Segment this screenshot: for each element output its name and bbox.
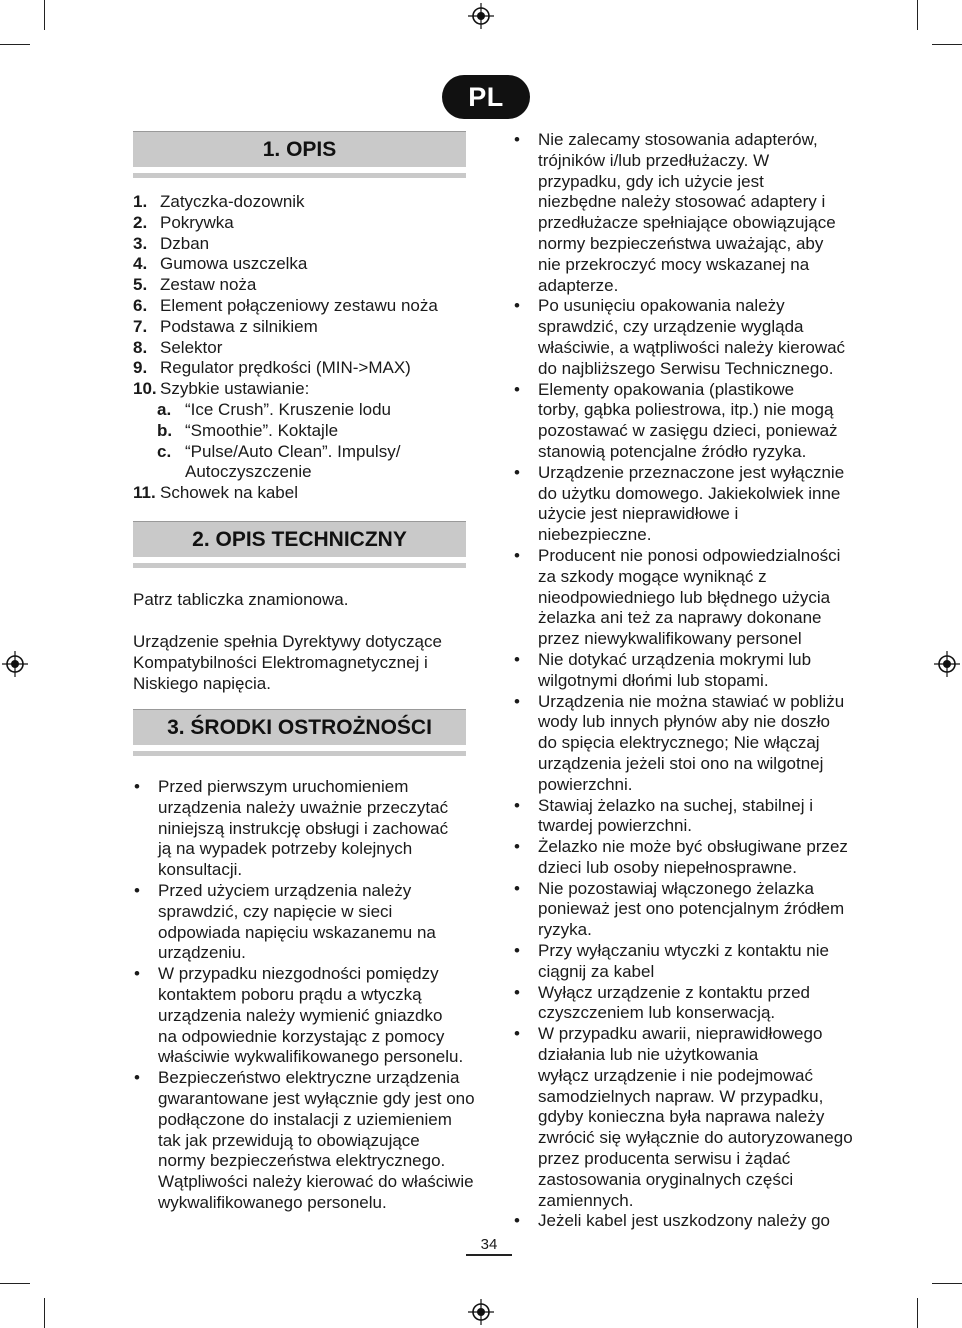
bullet-item [130,777,475,881]
bullet-icon: • [514,691,520,711]
bullet-item [510,796,855,838]
list-item [133,296,438,317]
bullet-icon: • [134,964,140,984]
list-item-number: a. [157,399,172,419]
list-item-number: 8. [133,337,148,357]
bullet-item [130,964,475,1068]
list-item-number: 4. [133,254,148,274]
bullet-item [510,130,855,296]
list-item [133,400,438,421]
section-title: 1. OPIS [133,131,466,167]
bullet-item [510,463,855,546]
list-item-number: 11. [133,483,156,503]
list-item-number: 3. [133,233,148,253]
list-item-label: Zatyczka-dozownik [160,192,305,211]
tech-paragraph-2: Urządzenie spełnia Dyrektywy dotyczące Kompatybilności Elektromagnetycznej i Niskiego napięcia. [133,632,442,693]
list-item [133,213,438,234]
list-item-number: 9. [133,358,148,378]
bullet-text: Bezpieczeństwo elektryczne urządzenia gwarantowane jest wyłącznie gdy jest ono podłączone do instalacji z uziemieniem tak jak przewidują to obowiązujące normy bezpieczeństwa elektrycznego. Wątpliwości należy kierować do właściwie wykwalifikowanego personelu. [158,1068,475,1212]
list-item-label: Schowek na kabel [160,483,298,503]
section-title: 3. ŚRODKI OSTROŻNOŚCI [133,709,466,745]
crop-mark [0,1283,30,1284]
bullet-text: Producent nie ponosi odpowiedzialności za szkody mogące wyniknąć z nieodpowiedniego lub błędnego użycia żelazka ani też za naprawy dokonane przez niewykwalifikowany personel [538,545,841,649]
crop-mark [917,0,918,30]
bullet-text: Przy wyłączaniu wtyczki z kontaktu nie ciągnij za kabel [538,941,829,981]
bullet-text: Jeżeli kabel jest uszkodzony należy go [538,1211,830,1231]
bullet-item [130,881,475,964]
bullet-item [510,692,855,796]
list-item-label: Pokrywka [160,212,234,232]
list-item [133,338,438,359]
bullet-text: Nie zalecamy stosowania adapterów, trójników i/lub przedłużaczy. W przypadku, gdy ich użycie jest niezbędne należy stosować adaptery i przedłużacze spełniające obowiązujące normy bezpieczeństwa uważając, aby nie przekroczyć mocy wskazanej na adapterze. [538,130,836,295]
bullet-item [130,1068,475,1214]
list-item [133,442,438,463]
section-underline [133,173,466,178]
list-item [133,234,438,255]
list-item-number: c. [157,441,172,461]
bullet-text: W przypadku awarii, nieprawidłowego działania lub nie użytkowania wyłącz urządzenie i nie podejmować samodzielnych napraw. W przypadku, gdyby konieczna była naprawa należy zwrócić się wyłącznie do autoryzowanego przez producenta serwisu i żądać zastosowania oryginalnych części zamiennych. [538,1024,853,1210]
bullet-text: Urządzenia nie można stawiać w pobliżu wody lub innych płynów aby nie doszło do spięcia elektrycznego; Nie włączaj urządzenia jeżeli stoi ono na wilgotnej powierzchni. [538,691,845,794]
list-item-label: Gumowa uszczelka [160,254,308,274]
list-item-number: 7. [133,316,148,336]
list-item-label: Dzban [160,233,210,253]
crop-mark [917,1298,918,1328]
bullet-icon: • [514,837,520,857]
list-item-number: 5. [133,275,148,295]
parts-list [133,192,438,504]
bullet-icon: • [514,130,520,149]
bullet-icon: • [514,296,520,316]
bullet-item [510,380,855,463]
list-item-number: b. [157,420,173,440]
list-item [133,358,438,379]
section-header-safety [133,709,466,756]
bullet-text: Stawiaj żelazko na suchej, stabilnej i twardej powierzchni. [538,795,813,836]
registration-mark-icon [467,1298,495,1326]
crop-mark [0,44,30,45]
bullet-icon: • [514,379,520,399]
list-item-label: Szybkie ustawianie: [160,379,310,399]
section-header-tech [133,521,466,568]
list-item-label: “Smoothie”. Koktajle [185,420,339,440]
list-item-label: Element połączeniowy zestawu noża [160,295,438,315]
tech-paragraph-1: Patrz tabliczka znamionowa. [133,590,349,609]
list-item-label: “Ice Crush”. Kruszenie lodu [185,399,391,419]
language-badge: PL [442,75,530,119]
list-item-label: Regulator prędkości (MIN->MAX) [160,358,411,378]
bullet-icon: • [134,777,140,796]
list-item-number [157,462,185,483]
bullet-icon: • [514,545,520,565]
bullet-icon: • [514,795,520,815]
list-item-number: 6. [133,295,148,315]
list-item [133,192,438,213]
list-item-number: 2. [133,212,148,232]
page-number: 34 [466,1236,512,1256]
list-item-label: Selektor [160,337,223,357]
registration-mark-icon [467,2,495,30]
bullet-icon: • [514,941,520,961]
list-item [133,421,438,442]
list-item [133,254,438,275]
registration-mark-icon [1,650,29,678]
bullet-text: Urządzenie przeznaczone jest wyłącznie do użytku domowego. Jakiekolwiek inne użycie jest nieprawidłowe i niebezpieczne. [538,462,845,545]
list-item-label: Podstawa z silnikiem [160,316,318,336]
list-item [133,462,438,483]
list-item [133,275,438,296]
bullet-icon: • [134,880,140,900]
bullet-item [510,546,855,650]
list-item-label: Zestaw noża [160,275,257,295]
crop-mark [932,1283,962,1284]
bullet-text: Po usunięciu opakowania należy sprawdzić, czy urządzenie wygląda właściwie, a wątpliwości należy kierować do najbliższego Serwisu Technicznego. [538,296,846,378]
section-underline [133,563,466,568]
bullet-item [510,879,855,941]
crop-mark [44,1298,45,1328]
bullet-icon: • [514,878,520,898]
bullet-item [510,837,855,879]
list-item-label: Autoczyszczenie [185,462,312,482]
bullet-text: Elementy opakowania (plastikowe torby, gąbka poliestrowa, itp.) nie mogą pozostawać w zasięgu dzieci, ponieważ stanowią potencjalne źródło ryzyka. [538,379,838,461]
safety-list-right [510,130,855,1232]
bullet-item [510,941,855,983]
bullet-item [510,650,855,692]
crop-mark [44,0,45,30]
list-item [133,317,438,338]
section-header-opis [133,131,466,178]
bullet-text: Nie dotykać urządzenia mokrymi lub wilgotnymi dłońmi lub stopami. [538,649,812,690]
bullet-icon: • [134,1068,140,1088]
bullet-icon: • [514,649,520,669]
list-item-label: “Pulse/Auto Clean”. Impulsy/ [185,441,401,461]
section-title: 2. OPIS TECHNICZNY [133,521,466,557]
list-item [133,483,438,504]
bullet-icon: • [514,982,520,1002]
bullet-text: Żelazko nie może być obsługiwane przez dzieci lub osoby niepełnosprawne. [538,837,848,877]
bullet-icon: • [514,1024,520,1044]
bullet-item [510,1024,855,1211]
bullet-icon: • [514,462,520,482]
registration-mark-icon [933,650,961,678]
list-item-number: 10. [133,379,157,399]
bullet-item [510,1211,855,1232]
bullet-text: Wyłącz urządzenie z kontaktu przed czyszczeniem lub konserwacją. [538,982,810,1023]
list-item-number: 1. [133,192,148,211]
section-underline [133,751,466,756]
bullet-icon: • [514,1211,520,1231]
bullet-text: W przypadku niezgodności pomiędzy kontaktem poboru prądu a wtyczką urządzenia należy wymienić gniazdko na odpowiednie korzystając z pomocy właściwie wykwalifikowanego personelu. [158,964,464,1067]
safety-list-left [130,777,475,1214]
bullet-text: Nie pozostawiaj włączonego żelazka ponieważ jest ono potencjalnym źródłem ryzyka. [538,878,845,940]
bullet-item [510,296,855,379]
list-item [133,379,438,400]
bullet-item [510,983,855,1025]
crop-mark [932,44,962,45]
bullet-text: Przed użyciem urządzenia należy sprawdzić, czy napięcie w sieci odpowiada napięciu wskazanemu na urządzeniu. [158,880,436,963]
bullet-text: Przed pierwszym uruchomieniem urządzenia należy uważnie przeczytać niniejszą instrukcję obsługi i zachować ją na wypadek potrzeby kolejnych konsultacji. [158,777,449,880]
